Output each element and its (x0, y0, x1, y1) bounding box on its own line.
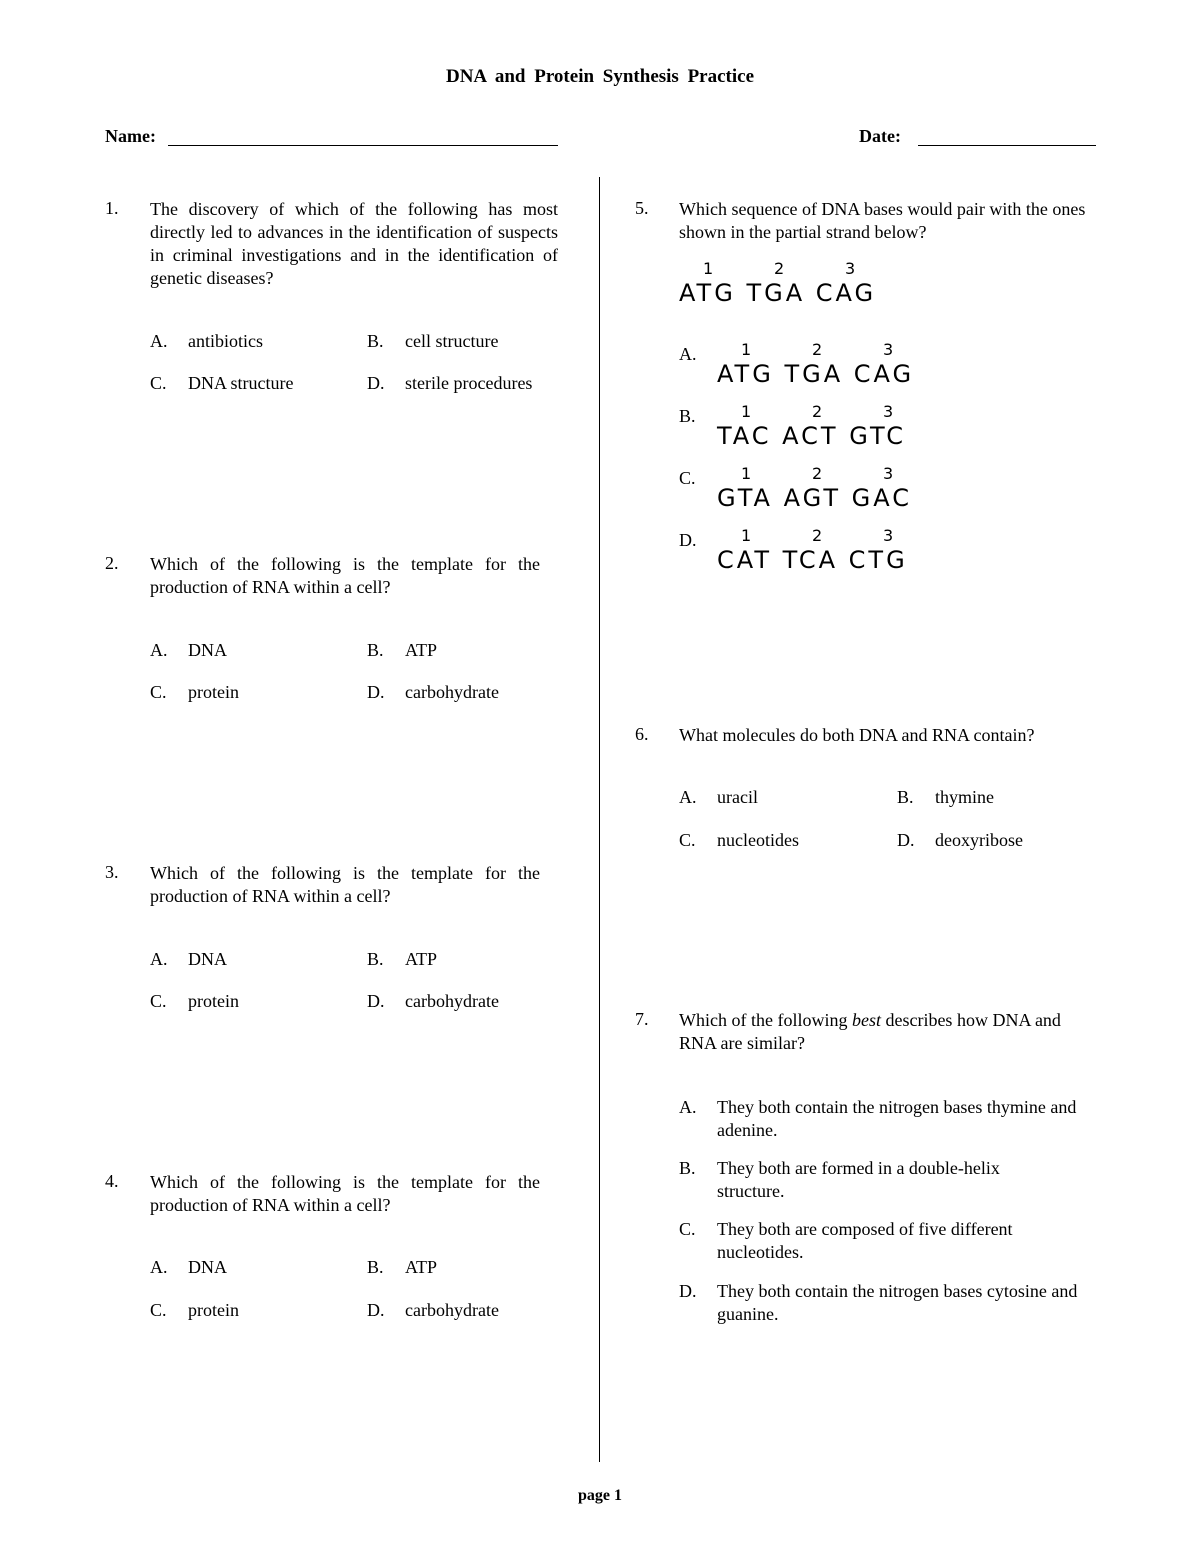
option-d-codon-numbers (717, 526, 937, 546)
option-b-letter[interactable]: B. (679, 1158, 696, 1178)
question-text-emphasis: best (851, 1010, 881, 1030)
name-field[interactable] (168, 145, 558, 146)
option-d[interactable] (897, 829, 1023, 852)
codon-number: 1 (741, 402, 752, 421)
option-text: DNA (188, 1257, 227, 1277)
date-label: Date: (859, 126, 901, 146)
question-text-start: Which of the following (679, 1010, 852, 1030)
option-text: sterile procedures (405, 373, 533, 393)
option-letter: D. (367, 682, 385, 702)
option-d-letter[interactable]: D. (679, 530, 697, 550)
option-a-letter[interactable]: A. (679, 344, 697, 364)
option-text: protein (188, 991, 239, 1011)
codon-number: 2 (812, 526, 823, 545)
option-d[interactable] (367, 990, 499, 1013)
option-a[interactable] (679, 786, 758, 809)
option-letter: B. (367, 640, 384, 660)
codon-number: 2 (774, 259, 785, 278)
option-b[interactable] (367, 639, 437, 662)
option-text: uracil (717, 787, 758, 807)
option-d[interactable] (367, 372, 532, 395)
option-letter: A. (679, 787, 697, 807)
option-letter: B. (367, 949, 384, 969)
option-b-letter[interactable]: B. (679, 406, 696, 426)
question-number: 1. (105, 198, 119, 218)
codon-number: 2 (812, 464, 823, 483)
option-c[interactable] (150, 990, 239, 1013)
option-letter: B. (897, 787, 914, 807)
option-text: protein (188, 682, 239, 702)
codon-number: 1 (703, 259, 714, 278)
option-a-letter[interactable]: A. (679, 1097, 697, 1117)
codon-number: 1 (741, 340, 752, 359)
option-letter: A. (150, 640, 168, 660)
option-a[interactable] (150, 330, 263, 353)
option-letter: A. (150, 331, 168, 351)
option-d-letter[interactable]: D. (679, 1281, 697, 1301)
option-a-codon-numbers (717, 340, 937, 360)
page-title: DNA and Protein Synthesis Practice (445, 66, 755, 87)
option-b[interactable] (897, 786, 994, 809)
option-letter: D. (367, 991, 385, 1011)
question-number: 6. (635, 724, 649, 744)
option-text: carbohydrate (405, 1300, 499, 1320)
option-b-codon-numbers (717, 402, 937, 422)
option-c-codon-numbers (717, 464, 937, 484)
question-number: 5. (635, 198, 649, 218)
question-text-end: describes how DNA and RNA are similar? (679, 1010, 1061, 1053)
option-text: ATP (405, 949, 438, 969)
option-letter: D. (367, 373, 385, 393)
date-field[interactable] (918, 145, 1096, 146)
option-c-text[interactable]: They both are composed of five different nucleotides. (717, 1219, 1013, 1262)
option-letter: A. (150, 949, 168, 969)
option-b-text[interactable]: They both are formed in a double-helix structure. (717, 1158, 1000, 1201)
option-letter: D. (367, 1300, 385, 1320)
option-text: protein (188, 1300, 239, 1320)
question-text: Which of the following is the template for the production of RNA within a cell? (150, 1172, 540, 1215)
option-b-sequence[interactable]: TAC ACT GTC (717, 422, 906, 450)
option-c[interactable] (150, 1299, 239, 1322)
option-text: antibiotics (188, 331, 263, 351)
question-number: 7. (635, 1009, 649, 1029)
option-letter: C. (150, 1300, 167, 1320)
question-text: The discovery of which of the following has most directly led to advances in the identification of suspects in criminal investigations and in the identification of genetic diseases? (150, 199, 558, 288)
option-letter: D. (897, 830, 915, 850)
option-a[interactable] (150, 639, 227, 662)
option-c[interactable] (150, 372, 293, 395)
option-d-text[interactable]: They both contain the nitrogen bases cytosine and guanine. (717, 1281, 1078, 1324)
question-text: Which of the following is the template for the production of RNA within a cell? (150, 554, 540, 597)
option-text: thymine (935, 787, 994, 807)
option-text: ATP (405, 640, 438, 660)
codon-number: 2 (812, 402, 823, 421)
option-letter: B. (367, 1257, 384, 1277)
option-text: DNA (188, 949, 227, 969)
codon-number: 1 (741, 464, 752, 483)
codon-number: 3 (883, 402, 894, 421)
option-text: cell structure (405, 331, 499, 351)
option-b[interactable] (367, 948, 437, 971)
question-text: What molecules do both DNA and RNA contain? (679, 725, 1035, 745)
option-a[interactable] (150, 1256, 227, 1279)
option-d-sequence[interactable]: CAT TCA CTG (717, 546, 908, 574)
option-d[interactable] (367, 1299, 499, 1322)
option-c-letter[interactable]: C. (679, 468, 696, 488)
option-text: ATP (405, 1257, 438, 1277)
option-text: nucleotides (717, 830, 799, 850)
column-divider (599, 177, 600, 1462)
option-text: DNA structure (188, 373, 294, 393)
codon-number: 3 (883, 526, 894, 545)
option-letter: C. (150, 991, 167, 1011)
codon-number: 1 (741, 526, 752, 545)
name-label: Name: (105, 126, 156, 146)
question-number: 2. (105, 553, 119, 573)
strand-sequence: ATG TGA CAG (679, 279, 877, 307)
option-text: carbohydrate (405, 991, 499, 1011)
option-text: deoxyribose (935, 830, 1023, 850)
option-letter: C. (679, 830, 696, 850)
strand-codon-numbers (679, 259, 899, 279)
option-a-text[interactable]: They both contain the nitrogen bases thymine and adenine. (717, 1097, 1077, 1140)
question-text: Which of the following is the template for the production of RNA within a cell? (150, 863, 540, 906)
codon-number: 2 (812, 340, 823, 359)
page-number: page 1 (578, 1487, 622, 1504)
option-c[interactable] (679, 829, 799, 852)
option-a-sequence[interactable]: ATG TGA CAG (717, 360, 915, 388)
option-letter: A. (150, 1257, 168, 1277)
option-letter: C. (150, 373, 167, 393)
codon-number: 3 (883, 464, 894, 483)
codon-number: 3 (883, 340, 894, 359)
option-c-letter[interactable]: C. (679, 1219, 696, 1239)
option-b[interactable] (367, 1256, 437, 1279)
codon-number: 3 (845, 259, 856, 278)
question-number: 3. (105, 862, 119, 882)
option-text: carbohydrate (405, 682, 499, 702)
question-number: 4. (105, 1171, 119, 1191)
option-c[interactable] (150, 681, 239, 704)
option-a[interactable] (150, 948, 227, 971)
option-d[interactable] (367, 681, 499, 704)
option-letter: C. (150, 682, 167, 702)
option-b[interactable] (367, 330, 498, 353)
option-letter: B. (367, 331, 384, 351)
question-text: Which sequence of DNA bases would pair with the ones shown in the partial strand below? (679, 199, 1086, 242)
question-text (679, 1009, 1099, 1055)
option-text: DNA (188, 640, 227, 660)
option-c-sequence[interactable]: GTA AGT GAC (717, 484, 912, 512)
